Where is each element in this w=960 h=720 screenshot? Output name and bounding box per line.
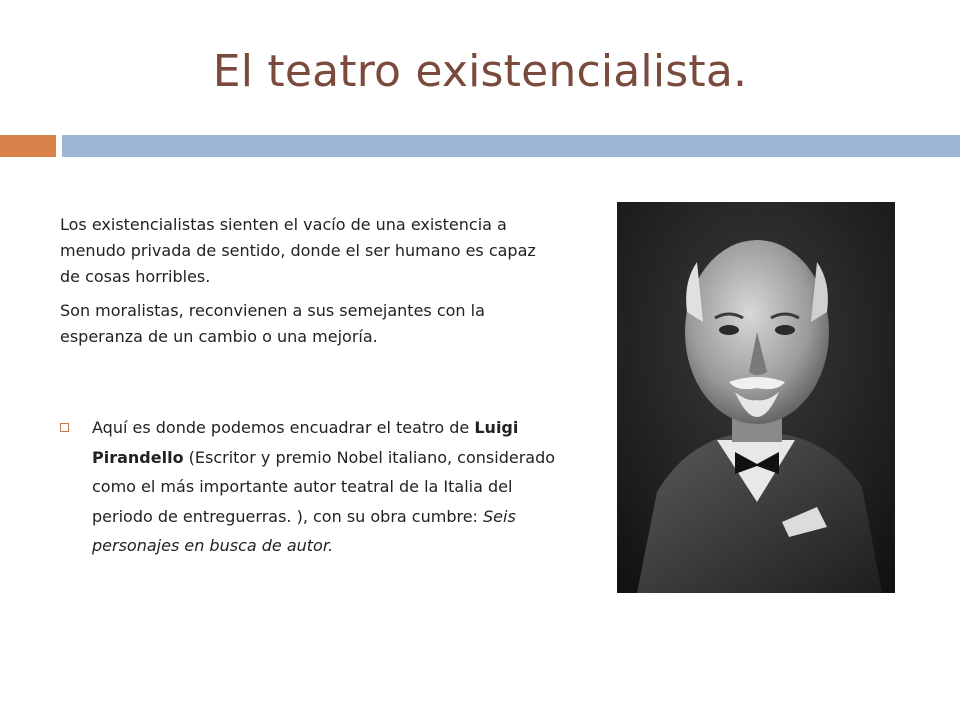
paragraph-2: Son moralistas, reconvienen a sus semejantes con la esperanza de un cambio o una mejoría. (60, 301, 485, 346)
work-title: Seis personajes en busca de autor. (92, 506, 516, 555)
author-name: Luigi Pirandello (92, 418, 519, 467)
accent-bar-orange (0, 135, 56, 157)
accent-bar-blue (62, 135, 960, 157)
bullet-text-part1: Aquí es donde podemos encuadrar el teatro de (92, 418, 475, 437)
portrait-photo (617, 202, 895, 593)
bullet-item (60, 413, 560, 561)
portrait-image (617, 202, 895, 593)
square-bullet-icon (60, 423, 69, 432)
bullet-text (92, 413, 560, 561)
bullet-text-part2: (Escritor y premio Nobel italiano, considerado como el más importante autor teatral de la Italia del periodo de entreguerras. ), con su obra cumbre: (92, 447, 556, 526)
text-content (60, 212, 560, 358)
paragraph-1: Los existencialistas sienten el vacío de una existencia a menudo privada de sentido, donde el ser humano es capaz de cosas horribles. (60, 215, 536, 286)
slide-title: El teatro existencialista. (212, 46, 748, 97)
